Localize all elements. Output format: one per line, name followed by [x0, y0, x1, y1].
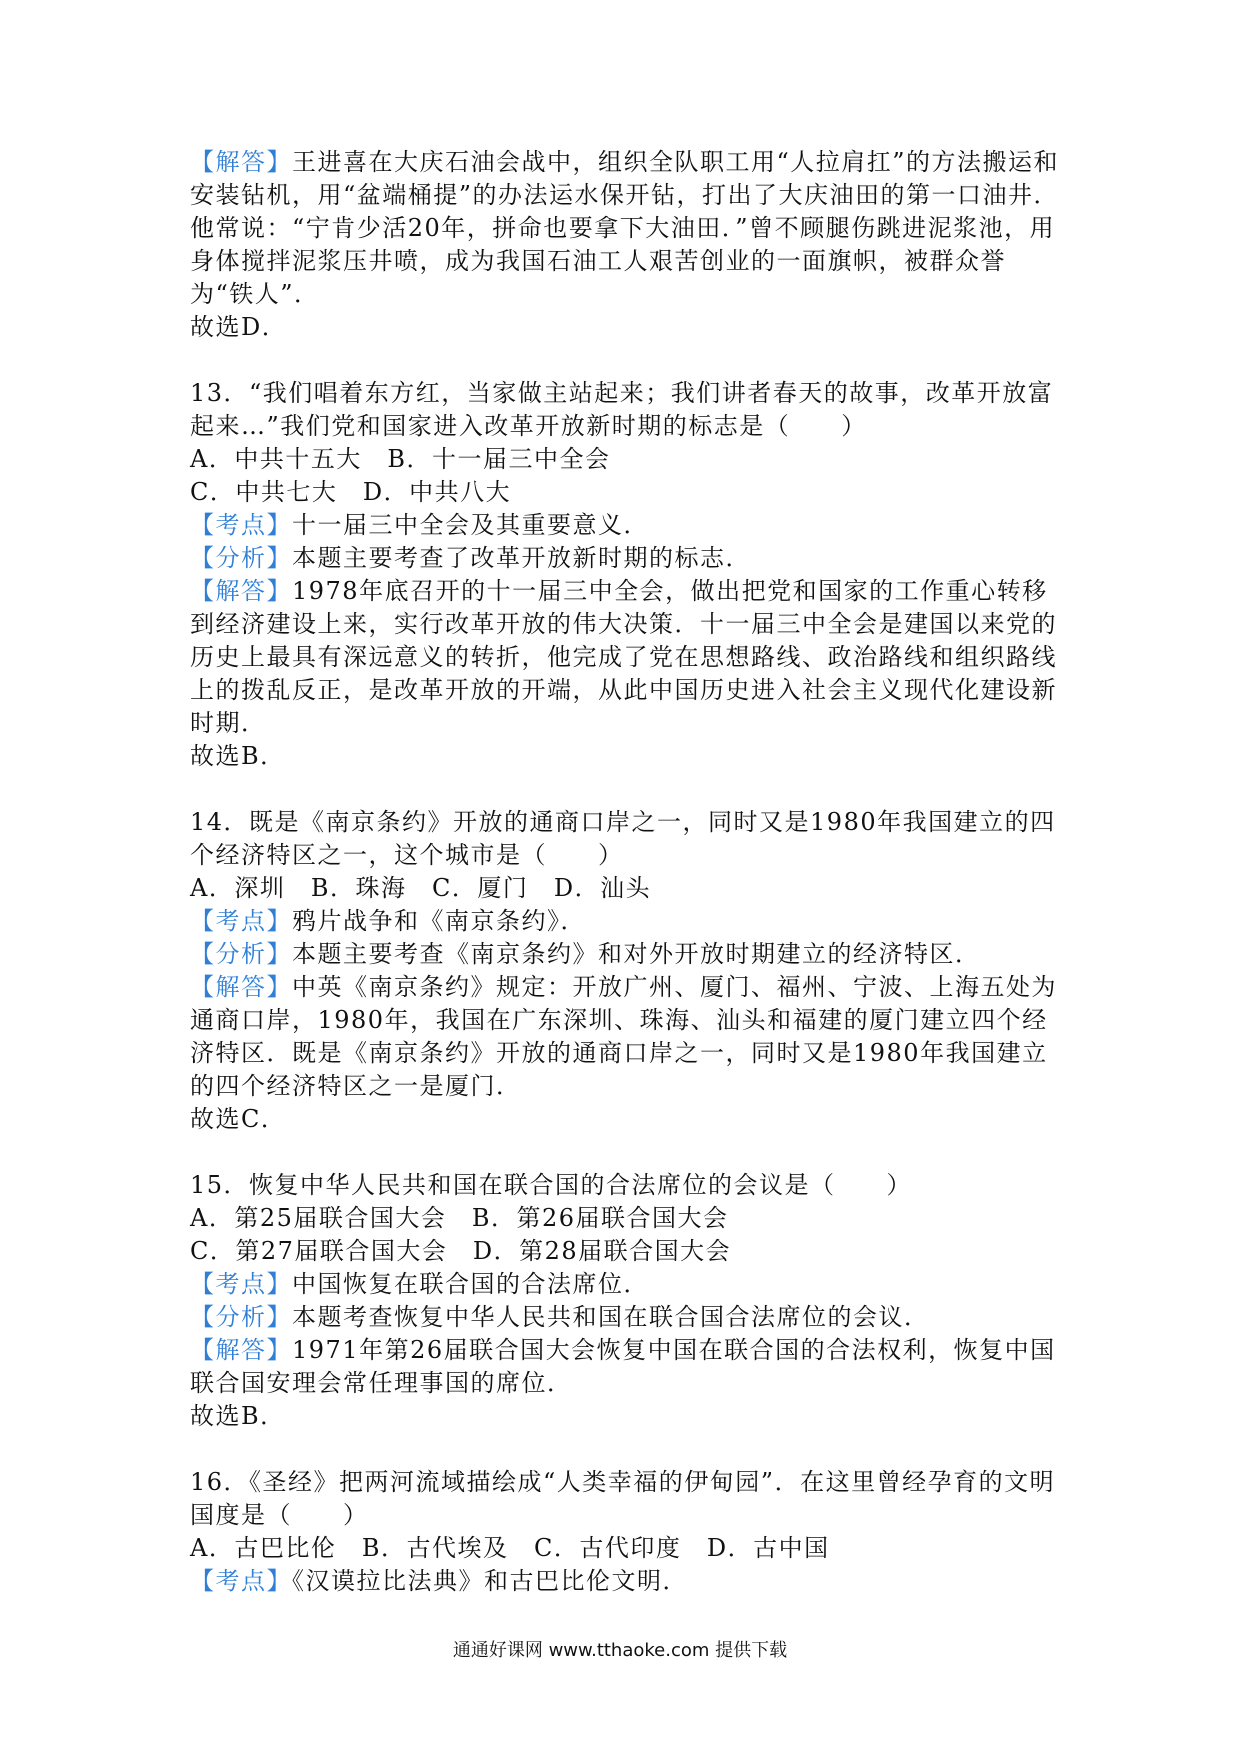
options-line: C．第27届联合国大会 D．第28届联合国大会	[190, 1237, 732, 1265]
answer-paragraph	[190, 146, 1060, 311]
point-text: 《汉谟拉比法典》和古巴比伦文明．	[292, 1567, 688, 1595]
question-stem: 14．既是《南京条约》开放的通商口岸之一，同时又是1980年我国建立的四个经济特区之一，这个城市是（ ）	[190, 808, 1056, 869]
point-paragraph	[190, 1565, 1060, 1598]
question-15	[190, 1169, 1060, 1433]
answer-tag: 【解答】	[190, 577, 292, 605]
analysis-paragraph	[190, 938, 1060, 971]
question-stem: 15．恢复中华人民共和国在联合国的合法席位的会议是（ ）	[190, 1171, 913, 1199]
choice-line: 故选B．	[190, 742, 286, 770]
question-16	[190, 1466, 1060, 1598]
answer-text: 1978年底召开的十一届三中全会，做出把党和国家的工作重心转移到经济建设上来，实行改革开放的伟大决策．十一届三中全会是建国以来党的历史上最具有深远意义的转折，他完成了党在思想路线、政治路线和组织路线上的拨乱反正，是改革开放的开端，从此中国历史进入社会主义现代化建设新时期．	[190, 577, 1057, 737]
choice-line: 故选B．	[190, 1402, 286, 1430]
analysis-tag: 【分析】	[190, 940, 292, 968]
point-text: 鸦片战争和《南京条约》．	[292, 907, 586, 935]
analysis-paragraph	[190, 542, 1060, 575]
point-paragraph	[190, 905, 1060, 938]
choice-line: 故选D．	[190, 313, 288, 341]
question-stem: 13．“我们唱着东方红，当家做主站起来；我们讲者春天的故事，改革开放富起来…”我们党和国家进入改革开放新时期的标志是（ ）	[190, 379, 1054, 440]
options-line: A．第25届联合国大会 B．第26届联合国大会	[190, 1204, 729, 1232]
analysis-tag: 【分析】	[190, 1303, 292, 1331]
question-stem: 16．《圣经》把两河流域描绘成“人类幸福的伊甸园”．在这里曾经孕育的文明国度是（ ）	[190, 1468, 1056, 1529]
answer-tag: 【解答】	[190, 148, 292, 176]
analysis-text: 本题主要考查了改革开放新时期的标志．	[292, 544, 751, 572]
answer-tag: 【解答】	[190, 1336, 292, 1364]
options-line: C．中共七大 D．中共八大	[190, 478, 512, 506]
answer-text: 王进喜在大庆石油会战中，组织全队职工用“人拉肩扛”的方法搬运和安装钻机，用“盆端桶提”的办法运水保开钻，打出了大庆油田的第一口油井．他常说：“宁肯少活20年，拼命也要拿下大油田．”曾不顾腿伤跳进泥浆池，用身体搅拌泥浆压井喷，成为我国石油工人艰苦创业的一面旗帜，被群众誉为“铁人”．	[190, 148, 1060, 308]
point-paragraph	[190, 1268, 1060, 1301]
answer-tag: 【解答】	[190, 973, 292, 1001]
point-paragraph	[190, 509, 1060, 542]
point-text: 十一届三中全会及其重要意义．	[292, 511, 649, 539]
answer-paragraph	[190, 971, 1060, 1103]
point-tag: 【考点】	[190, 1270, 292, 1298]
point-text: 中国恢复在联合国的合法席位．	[292, 1270, 649, 1298]
point-tag: 【考点】	[190, 907, 292, 935]
options-line: A．中共十五大 B．十一届三中全会	[190, 445, 611, 473]
options-line: A．深圳 B．珠海 C．厦门 D．汕头	[190, 874, 652, 902]
question-14	[190, 806, 1060, 1136]
choice-line: 故选C．	[190, 1105, 287, 1133]
analysis-text: 本题主要考查《南京条约》和对外开放时期建立的经济特区．	[292, 940, 981, 968]
question-12-tail	[190, 146, 1060, 344]
options-line: A．古巴比伦 B．古代埃及 C．古代印度 D．古中国	[190, 1534, 830, 1562]
point-tag: 【考点】	[190, 1567, 292, 1595]
question-13	[190, 377, 1060, 773]
answer-paragraph	[190, 575, 1060, 740]
point-tag: 【考点】	[190, 511, 292, 539]
analysis-paragraph	[190, 1301, 1060, 1334]
footer-source-line: 通通好课网 www.tthaoke.com 提供下载	[452, 1640, 788, 1661]
answer-text: 中英《南京条约》规定：开放广州、厦门、福州、宁波、上海五处为通商口岸，1980年，我国在广东深圳、珠海、汕头和福建的厦门建立四个经济特区．既是《南京条约》开放的通商口岸之一，同时又是1980年我国建立的四个经济特区之一是厦门．	[190, 973, 1057, 1100]
page-content	[190, 146, 1060, 1598]
answer-text: 1971年第26届联合国大会恢复中国在联合国的合法权利，恢复中国联合国安理会常任理事国的席位．	[190, 1336, 1056, 1397]
analysis-tag: 【分析】	[190, 544, 292, 572]
analysis-text: 本题考查恢复中华人民共和国在联合国合法席位的会议．	[292, 1303, 930, 1331]
answer-paragraph	[190, 1334, 1060, 1400]
